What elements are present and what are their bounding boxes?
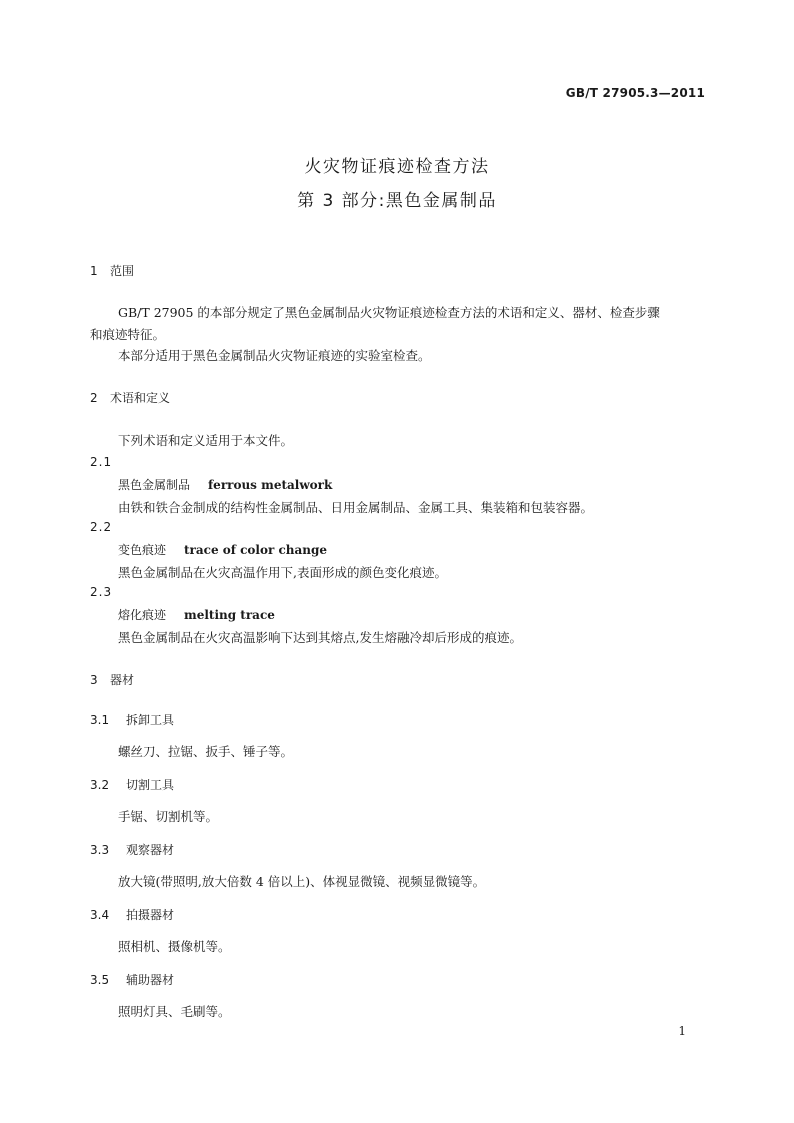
term-chinese: 变色痕迹 (118, 543, 167, 557)
subsection-title: 切割工具 (126, 778, 175, 792)
paragraph-continuation: 和痕迹特征。 (90, 327, 166, 342)
section-title: 术语和定义 (110, 391, 171, 405)
section-number: 3 (90, 673, 98, 687)
subsection-number: 3.4 (90, 908, 110, 922)
term-definition: 由铁和铁合金制成的结构性金属制品、日用金属制品、金属工具、集装箱和包装容器。 (118, 500, 594, 515)
document-title: 火灾物证痕迹检查方法 (304, 157, 490, 177)
term-definition: 黑色金属制品在火灾高温影响下达到其熔点,发生熔融冷却后形成的痕迹。 (118, 630, 522, 645)
section-number: 1 (90, 264, 98, 278)
clause-number: 2.1 (90, 455, 113, 469)
subsection-number: 3.3 (90, 843, 110, 857)
paragraph: 螺丝刀、拉锯、扳手、锤子等。 (118, 744, 294, 759)
term-entry (118, 541, 327, 558)
term-english: melting trace (184, 608, 275, 622)
subsection-title: 观察器材 (126, 843, 175, 857)
subsection-number: 3.2 (90, 778, 110, 792)
subsection-heading (90, 971, 174, 988)
document-subtitle: 第 3 部分:黑色金属制品 (297, 191, 497, 211)
subsection-number: 3.1 (90, 713, 110, 727)
subsection-title: 拍摄器材 (126, 908, 175, 922)
term-english: ferrous metalwork (208, 478, 333, 492)
term-definition: 黑色金属制品在火灾高温作用下,表面形成的颜色变化痕迹。 (118, 565, 447, 580)
term-entry (118, 476, 332, 493)
section-number: 2 (90, 391, 98, 405)
paragraph: 放大镜(带照明,放大倍数 4 倍以上)、体视显微镜、视频显微镜等。 (118, 874, 486, 889)
section-2-heading (90, 389, 170, 406)
section-title: 范围 (110, 264, 135, 278)
subsection-number: 3.5 (90, 973, 110, 987)
subsection-title: 拆卸工具 (126, 713, 175, 727)
subsection-heading (90, 841, 174, 858)
paragraph: 下列术语和定义适用于本文件。 (118, 433, 294, 448)
term-chinese: 熔化痕迹 (118, 608, 167, 622)
term-entry (118, 606, 275, 623)
term-english: trace of color change (184, 543, 328, 557)
subsection-heading (90, 776, 174, 793)
term-chinese: 黑色金属制品 (118, 478, 191, 492)
subsection-title: 辅助器材 (126, 973, 175, 987)
subsection-heading (90, 906, 174, 923)
paragraph: 本部分适用于黑色金属制品火灾物证痕迹的实验室检查。 (118, 348, 431, 363)
paragraph: 照明灯具、毛刷等。 (118, 1004, 231, 1019)
clause-number: 2.3 (90, 585, 113, 599)
clause-number: 2.2 (90, 520, 113, 534)
section-3-heading (90, 671, 134, 688)
paragraph: 手锯、切割机等。 (118, 809, 219, 824)
section-title: 器材 (110, 673, 135, 687)
page-number: 1 (678, 1024, 686, 1038)
paragraph: GB/T 27905 的本部分规定了黑色金属制品火灾物证痕迹检查方法的术语和定义、器材、检查步骤 (118, 305, 660, 320)
paragraph: 照相机、摄像机等。 (118, 939, 231, 954)
subsection-heading (90, 711, 174, 728)
standard-code: GB/T 27905.3—2011 (565, 86, 705, 100)
section-1-heading (90, 262, 134, 279)
